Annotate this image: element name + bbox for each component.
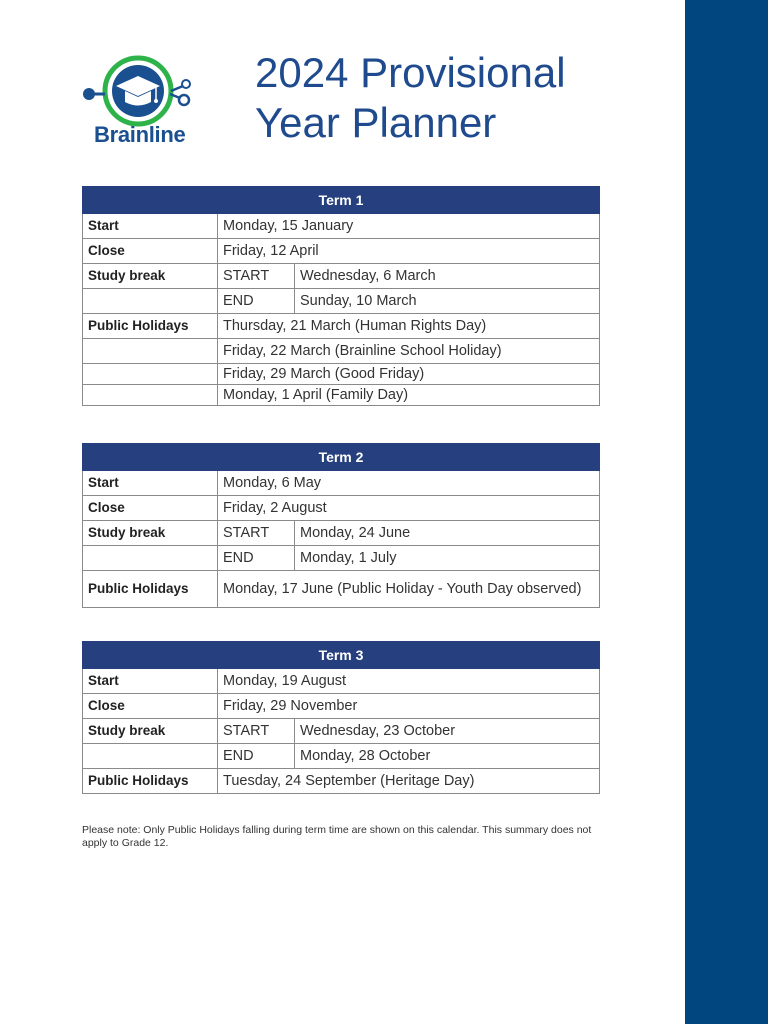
break-start-value: Wednesday, 23 October <box>295 719 600 744</box>
page-title <box>255 48 566 148</box>
close-value: Friday, 12 April <box>218 239 600 264</box>
break-end-label: END <box>218 289 295 314</box>
close-value: Friday, 29 November <box>218 694 600 719</box>
table-row <box>83 496 600 521</box>
term-1-table <box>82 186 600 406</box>
holiday-value: Monday, 1 April (Family Day) <box>218 385 600 406</box>
break-start-label: START <box>218 719 295 744</box>
break-start-label: START <box>218 521 295 546</box>
study-break-label: Study break <box>83 521 218 546</box>
start-label: Start <box>83 214 218 239</box>
break-end-value: Monday, 28 October <box>295 744 600 769</box>
close-label: Close <box>83 496 218 521</box>
close-value: Friday, 2 August <box>218 496 600 521</box>
table-row <box>83 694 600 719</box>
side-bar <box>685 0 768 1024</box>
table-row <box>83 339 600 364</box>
break-end-value: Monday, 1 July <box>295 546 600 571</box>
break-start-label: START <box>218 264 295 289</box>
holiday-value: Thursday, 21 March (Human Rights Day) <box>218 314 600 339</box>
holiday-value: Friday, 29 March (Good Friday) <box>218 364 600 385</box>
table-row <box>83 239 600 264</box>
start-label: Start <box>83 669 218 694</box>
study-break-label: Study break <box>83 719 218 744</box>
public-holidays-label: Public Holidays <box>83 769 218 794</box>
term-3-table <box>82 641 600 794</box>
table-row <box>83 769 600 794</box>
holiday-value: Tuesday, 24 September (Heritage Day) <box>218 769 600 794</box>
break-start-value: Wednesday, 6 March <box>295 264 600 289</box>
page-title-line1: 2024 Provisional <box>255 49 566 96</box>
start-value: Monday, 19 August <box>218 669 600 694</box>
term-header: Term 2 <box>83 444 600 471</box>
public-holidays-label: Public Holidays <box>83 571 218 608</box>
table-row <box>83 744 600 769</box>
table-row <box>83 314 600 339</box>
term-header: Term 3 <box>83 642 600 669</box>
term-2-table <box>82 443 600 608</box>
table-row <box>83 546 600 571</box>
close-label: Close <box>83 239 218 264</box>
public-holidays-label: Public Holidays <box>83 314 218 339</box>
table-row <box>83 214 600 239</box>
table-row <box>83 471 600 496</box>
close-label: Close <box>83 694 218 719</box>
break-end-label: END <box>218 546 295 571</box>
table-row <box>83 364 600 385</box>
study-break-label: Study break <box>83 264 218 289</box>
footnote: Please note: Only Public Holidays falling during term time are shown on this calendar. This summary does not apply to Grade 12. <box>82 824 592 849</box>
holiday-value: Friday, 22 March (Brainline School Holiday) <box>218 339 600 364</box>
start-label: Start <box>83 471 218 496</box>
page-title-line2: Year Planner <box>255 99 497 146</box>
table-row <box>83 264 600 289</box>
table-row <box>83 669 600 694</box>
term-header: Term 1 <box>83 187 600 214</box>
table-row <box>83 719 600 744</box>
table-row <box>83 521 600 546</box>
holiday-value: Monday, 17 June (Public Holiday - Youth Day observed) <box>218 571 600 608</box>
break-end-value: Sunday, 10 March <box>295 289 600 314</box>
table-row <box>83 571 600 608</box>
break-start-value: Monday, 24 June <box>295 521 600 546</box>
start-value: Monday, 15 January <box>218 214 600 239</box>
table-row <box>83 289 600 314</box>
start-value: Monday, 6 May <box>218 471 600 496</box>
table-row <box>83 385 600 406</box>
break-end-label: END <box>218 744 295 769</box>
brand-name: Brainline <box>94 122 186 147</box>
